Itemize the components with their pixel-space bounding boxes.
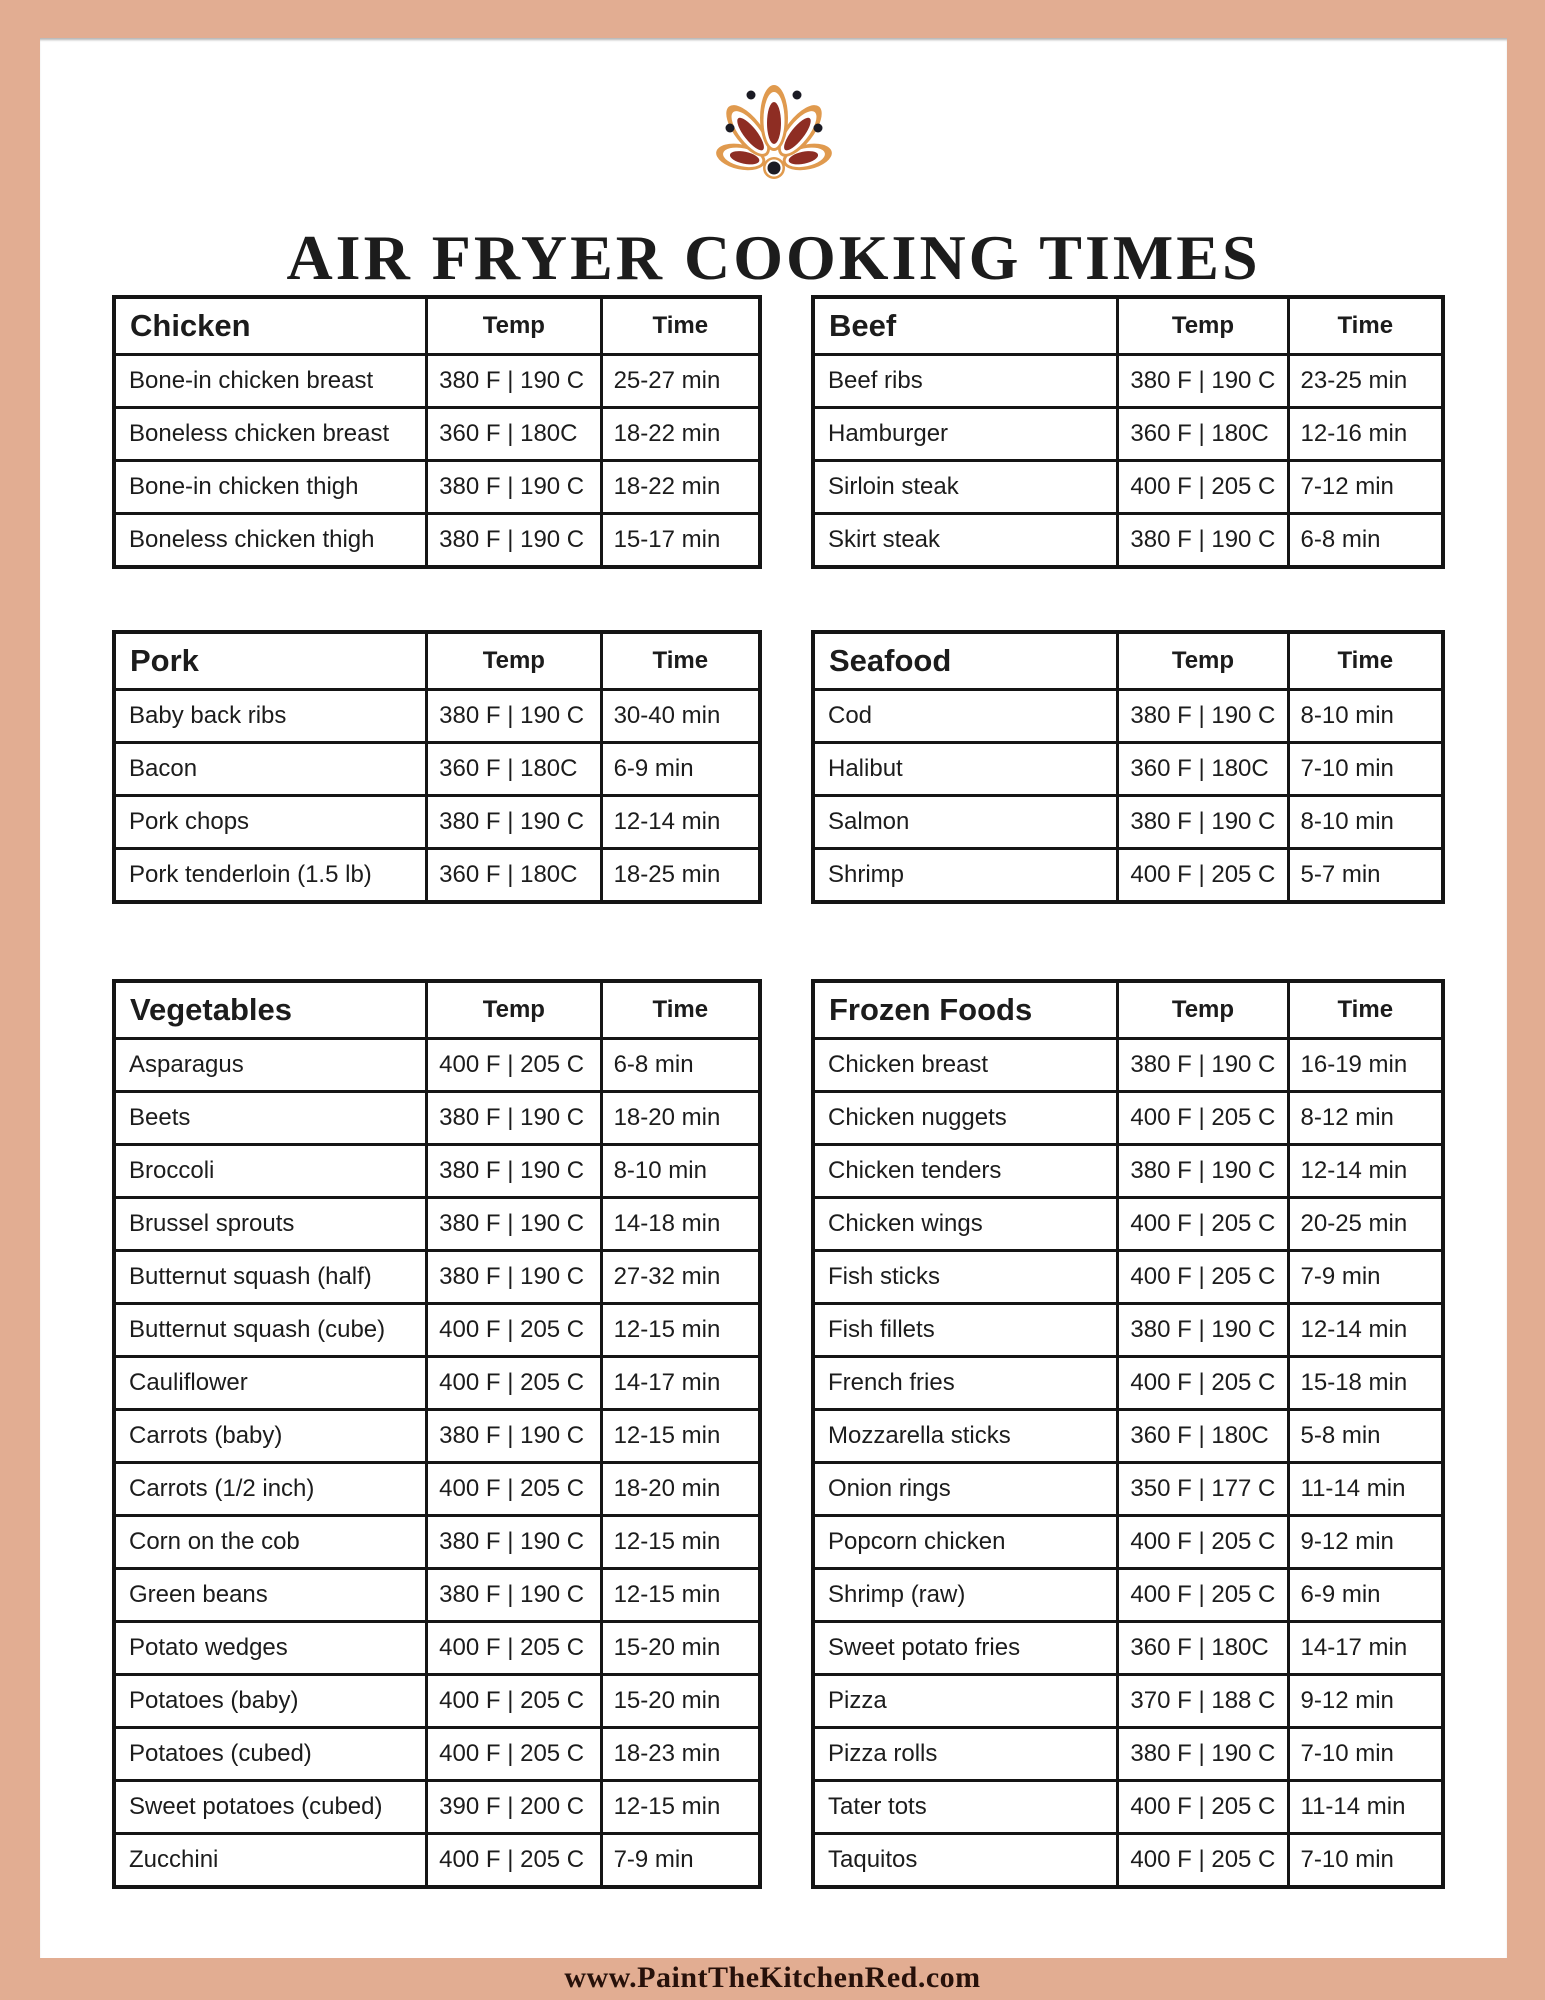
temp-cell: 400 F | 205 C — [427, 1834, 601, 1888]
temp-cell: 360 F | 180C — [1118, 408, 1288, 461]
food-item-cell: Pizza — [813, 1675, 1118, 1728]
time-cell: 18-20 min — [601, 1463, 760, 1516]
time-column-header: Time — [601, 981, 760, 1039]
table-row — [114, 1039, 760, 1092]
food-item-cell: Baby back ribs — [114, 690, 427, 743]
table-row — [114, 1304, 760, 1357]
time-cell: 12-15 min — [601, 1304, 760, 1357]
food-item-cell: Onion rings — [813, 1463, 1118, 1516]
footer-bar — [0, 1961, 1545, 1995]
table-row — [114, 1198, 760, 1251]
temp-cell: 400 F | 205 C — [427, 1675, 601, 1728]
cooking-table-vegetables — [112, 979, 762, 1889]
table-row — [813, 1569, 1443, 1622]
category-header: Pork — [114, 632, 427, 690]
food-item-cell: Pork tenderloin (1.5 lb) — [114, 849, 427, 903]
temp-cell: 380 F | 190 C — [1118, 1039, 1288, 1092]
table-row — [114, 1569, 760, 1622]
food-item-cell: Boneless chicken breast — [114, 408, 427, 461]
time-cell: 25-27 min — [601, 355, 760, 408]
time-cell: 7-10 min — [1288, 1834, 1443, 1888]
food-item-cell: Corn on the cob — [114, 1516, 427, 1569]
food-item-cell: Shrimp (raw) — [813, 1569, 1118, 1622]
food-item-cell: Green beans — [114, 1569, 427, 1622]
time-cell: 27-32 min — [601, 1251, 760, 1304]
temp-cell: 400 F | 205 C — [427, 1039, 601, 1092]
temp-cell: 400 F | 205 C — [1118, 1251, 1288, 1304]
table-row — [114, 1728, 760, 1781]
food-item-cell: Cauliflower — [114, 1357, 427, 1410]
temp-cell: 400 F | 205 C — [427, 1622, 601, 1675]
temp-cell: 360 F | 180C — [1118, 1622, 1288, 1675]
table-header-row — [114, 981, 760, 1039]
accent-dot — [813, 124, 822, 133]
table-row — [813, 1039, 1443, 1092]
time-cell: 15-20 min — [601, 1622, 760, 1675]
table-row — [813, 1728, 1443, 1781]
temp-cell: 400 F | 205 C — [427, 1728, 601, 1781]
time-cell: 7-9 min — [601, 1834, 760, 1888]
food-item-cell: Sweet potatoes (cubed) — [114, 1781, 427, 1834]
temp-cell: 400 F | 205 C — [427, 1357, 601, 1410]
temp-cell: 380 F | 190 C — [427, 690, 601, 743]
time-cell: 11-14 min — [1288, 1781, 1443, 1834]
temp-cell: 400 F | 205 C — [1118, 1092, 1288, 1145]
table-row — [813, 1410, 1443, 1463]
food-item-cell: Butternut squash (half) — [114, 1251, 427, 1304]
temp-cell: 400 F | 205 C — [1118, 1781, 1288, 1834]
table-row — [114, 743, 760, 796]
food-item-cell: Boneless chicken thigh — [114, 514, 427, 568]
time-cell: 9-12 min — [1288, 1516, 1443, 1569]
temp-cell: 380 F | 190 C — [427, 796, 601, 849]
temp-column-header: Temp — [427, 981, 601, 1039]
food-item-cell: Bacon — [114, 743, 427, 796]
temp-cell: 360 F | 180C — [427, 408, 601, 461]
table-header-row — [813, 632, 1443, 690]
table-row — [813, 1198, 1443, 1251]
time-cell: 8-10 min — [601, 1145, 760, 1198]
time-cell: 14-18 min — [601, 1198, 760, 1251]
food-item-cell: Taquitos — [813, 1834, 1118, 1888]
table-row — [114, 849, 760, 903]
time-cell: 7-10 min — [1288, 743, 1443, 796]
temp-cell: 380 F | 190 C — [427, 1198, 601, 1251]
footer-url: www.PaintTheKitchenRed.com — [564, 1961, 981, 1994]
temp-cell: 380 F | 190 C — [427, 1145, 601, 1198]
food-item-cell: Tater tots — [813, 1781, 1118, 1834]
table-row — [114, 1516, 760, 1569]
category-header: Beef — [813, 297, 1118, 355]
time-cell: 5-8 min — [1288, 1410, 1443, 1463]
food-item-cell: Potato wedges — [114, 1622, 427, 1675]
table-header-row — [813, 981, 1443, 1039]
temp-cell: 400 F | 205 C — [427, 1463, 601, 1516]
table-row — [813, 690, 1443, 743]
time-cell: 15-18 min — [1288, 1357, 1443, 1410]
table-row — [813, 1675, 1443, 1728]
food-item-cell: Bone-in chicken thigh — [114, 461, 427, 514]
food-item-cell: Potatoes (baby) — [114, 1675, 427, 1728]
food-item-cell: Fish sticks — [813, 1251, 1118, 1304]
table-row — [813, 743, 1443, 796]
tables-grid — [112, 295, 1445, 1889]
time-cell: 12-15 min — [601, 1410, 760, 1463]
time-cell: 18-25 min — [601, 849, 760, 903]
temp-cell: 380 F | 190 C — [427, 355, 601, 408]
category-header: Seafood — [813, 632, 1118, 690]
table-row — [813, 408, 1443, 461]
food-item-cell: Mozzarella sticks — [813, 1410, 1118, 1463]
table-row — [813, 461, 1443, 514]
food-item-cell: Bone-in chicken breast — [114, 355, 427, 408]
table-row — [813, 796, 1443, 849]
time-column-header: Time — [601, 297, 760, 355]
time-cell: 12-15 min — [601, 1781, 760, 1834]
table-row — [114, 1463, 760, 1516]
table-row — [114, 796, 760, 849]
time-cell: 6-9 min — [601, 743, 760, 796]
food-item-cell: Beef ribs — [813, 355, 1118, 408]
food-item-cell: Skirt steak — [813, 514, 1118, 568]
food-item-cell: Carrots (baby) — [114, 1410, 427, 1463]
food-item-cell: Asparagus — [114, 1039, 427, 1092]
temp-cell: 380 F | 190 C — [427, 461, 601, 514]
temp-cell: 360 F | 180C — [427, 743, 601, 796]
table-row — [813, 1781, 1443, 1834]
lotus-flower-icon — [704, 72, 844, 184]
cooking-table-pork — [112, 630, 762, 904]
time-cell: 18-20 min — [601, 1092, 760, 1145]
time-cell: 30-40 min — [601, 690, 760, 743]
temp-cell: 350 F | 177 C — [1118, 1463, 1288, 1516]
time-cell: 14-17 min — [1288, 1622, 1443, 1675]
accent-dot — [792, 91, 801, 100]
table-row — [114, 514, 760, 568]
table-row — [114, 1781, 760, 1834]
table-row — [813, 1251, 1443, 1304]
temp-cell: 380 F | 190 C — [1118, 690, 1288, 743]
time-cell: 12-14 min — [1288, 1145, 1443, 1198]
time-cell: 15-17 min — [601, 514, 760, 568]
table-row — [813, 514, 1443, 568]
food-item-cell: Pork chops — [114, 796, 427, 849]
time-cell: 8-12 min — [1288, 1092, 1443, 1145]
temp-cell: 380 F | 190 C — [1118, 796, 1288, 849]
food-item-cell: Sirloin steak — [813, 461, 1118, 514]
time-cell: 12-15 min — [601, 1516, 760, 1569]
time-column-header: Time — [1288, 632, 1443, 690]
temp-column-header: Temp — [427, 632, 601, 690]
table-row — [114, 1622, 760, 1675]
time-cell: 12-15 min — [601, 1569, 760, 1622]
time-cell: 9-12 min — [1288, 1675, 1443, 1728]
time-cell: 14-17 min — [601, 1357, 760, 1410]
food-item-cell: Halibut — [813, 743, 1118, 796]
page-title: AIR FRYER COOKING TIMES — [286, 221, 1261, 293]
time-cell: 18-22 min — [601, 461, 760, 514]
table-row — [813, 355, 1443, 408]
cooking-table-seafood — [811, 630, 1445, 904]
temp-cell: 400 F | 205 C — [1118, 1198, 1288, 1251]
accent-dot — [746, 91, 755, 100]
food-item-cell: Fish fillets — [813, 1304, 1118, 1357]
table-row — [813, 1516, 1443, 1569]
table-row — [813, 1622, 1443, 1675]
cooking-table-beef — [811, 295, 1445, 569]
food-item-cell: Potatoes (cubed) — [114, 1728, 427, 1781]
time-cell: 8-10 min — [1288, 690, 1443, 743]
table-row — [114, 461, 760, 514]
content-card — [40, 38, 1507, 1958]
temp-cell: 380 F | 190 C — [427, 1569, 601, 1622]
time-cell: 6-8 min — [1288, 514, 1443, 568]
table-row — [813, 1463, 1443, 1516]
cooking-table-chicken — [112, 295, 762, 569]
temp-cell: 380 F | 190 C — [1118, 1145, 1288, 1198]
temp-cell: 380 F | 190 C — [427, 1516, 601, 1569]
time-column-header: Time — [1288, 297, 1443, 355]
time-cell: 16-19 min — [1288, 1039, 1443, 1092]
temp-cell: 400 F | 205 C — [1118, 1834, 1288, 1888]
time-cell: 15-20 min — [601, 1675, 760, 1728]
table-row — [813, 849, 1443, 903]
time-cell: 6-9 min — [1288, 1569, 1443, 1622]
petal — [760, 85, 788, 151]
food-item-cell: Carrots (1/2 inch) — [114, 1463, 427, 1516]
food-item-cell: Pizza rolls — [813, 1728, 1118, 1781]
temp-cell: 380 F | 190 C — [427, 514, 601, 568]
food-item-cell: Chicken tenders — [813, 1145, 1118, 1198]
time-cell: 6-8 min — [601, 1039, 760, 1092]
temp-cell: 400 F | 205 C — [1118, 849, 1288, 903]
time-cell: 7-10 min — [1288, 1728, 1443, 1781]
table-row — [114, 1357, 760, 1410]
table-header-row — [813, 297, 1443, 355]
food-item-cell: French fries — [813, 1357, 1118, 1410]
category-header: Vegetables — [114, 981, 427, 1039]
time-cell: 5-7 min — [1288, 849, 1443, 903]
table-row — [813, 1357, 1443, 1410]
food-item-cell: Popcorn chicken — [813, 1516, 1118, 1569]
food-item-cell: Zucchini — [114, 1834, 427, 1888]
category-header: Chicken — [114, 297, 427, 355]
temp-cell: 400 F | 205 C — [1118, 461, 1288, 514]
time-cell: 12-14 min — [601, 796, 760, 849]
table-row — [114, 690, 760, 743]
accent-dot — [725, 124, 734, 133]
food-item-cell: Salmon — [813, 796, 1118, 849]
temp-cell: 380 F | 190 C — [1118, 1304, 1288, 1357]
time-cell: 7-12 min — [1288, 461, 1443, 514]
temp-cell: 390 F | 200 C — [427, 1781, 601, 1834]
temp-cell: 380 F | 190 C — [1118, 355, 1288, 408]
temp-cell: 380 F | 190 C — [427, 1251, 601, 1304]
table-row — [813, 1304, 1443, 1357]
temp-column-header: Temp — [1118, 632, 1288, 690]
temp-cell: 370 F | 188 C — [1118, 1675, 1288, 1728]
cooking-table-frozen-foods — [811, 979, 1445, 1889]
temp-column-header: Temp — [1118, 981, 1288, 1039]
food-item-cell: Beets — [114, 1092, 427, 1145]
table-row — [114, 355, 760, 408]
time-column-header: Time — [1288, 981, 1443, 1039]
temp-cell: 380 F | 190 C — [427, 1092, 601, 1145]
time-column-header: Time — [601, 632, 760, 690]
table-header-row — [114, 297, 760, 355]
temp-cell: 400 F | 205 C — [427, 1304, 601, 1357]
table-row — [813, 1145, 1443, 1198]
temp-cell: 400 F | 205 C — [1118, 1569, 1288, 1622]
food-item-cell: Chicken nuggets — [813, 1092, 1118, 1145]
temp-cell: 400 F | 205 C — [1118, 1516, 1288, 1569]
time-cell: 8-10 min — [1288, 796, 1443, 849]
temp-cell: 380 F | 190 C — [427, 1410, 601, 1463]
time-cell: 18-22 min — [601, 408, 760, 461]
time-cell: 11-14 min — [1288, 1463, 1443, 1516]
temp-column-header: Temp — [1118, 297, 1288, 355]
table-row — [114, 1410, 760, 1463]
table-row — [114, 408, 760, 461]
table-row — [114, 1834, 760, 1888]
food-item-cell: Shrimp — [813, 849, 1118, 903]
food-item-cell: Hamburger — [813, 408, 1118, 461]
food-item-cell: Broccoli — [114, 1145, 427, 1198]
table-row — [813, 1834, 1443, 1888]
time-cell: 20-25 min — [1288, 1198, 1443, 1251]
food-item-cell: Chicken wings — [813, 1198, 1118, 1251]
food-item-cell: Cod — [813, 690, 1118, 743]
table-row — [813, 1092, 1443, 1145]
temp-cell: 360 F | 180C — [1118, 1410, 1288, 1463]
table-header-row — [114, 632, 760, 690]
time-cell: 12-16 min — [1288, 408, 1443, 461]
time-cell: 7-9 min — [1288, 1251, 1443, 1304]
temp-cell: 360 F | 180C — [1118, 743, 1288, 796]
temp-cell: 400 F | 205 C — [1118, 1357, 1288, 1410]
food-item-cell: Butternut squash (cube) — [114, 1304, 427, 1357]
table-row — [114, 1145, 760, 1198]
table-row — [114, 1092, 760, 1145]
food-item-cell: Brussel sprouts — [114, 1198, 427, 1251]
food-item-cell: Sweet potato fries — [813, 1622, 1118, 1675]
table-row — [114, 1251, 760, 1304]
temp-cell: 380 F | 190 C — [1118, 1728, 1288, 1781]
time-cell: 23-25 min — [1288, 355, 1443, 408]
time-cell: 12-14 min — [1288, 1304, 1443, 1357]
food-item-cell: Chicken breast — [813, 1039, 1118, 1092]
time-cell: 18-23 min — [601, 1728, 760, 1781]
temp-cell: 360 F | 180C — [427, 849, 601, 903]
temp-cell: 380 F | 190 C — [1118, 514, 1288, 568]
table-row — [114, 1675, 760, 1728]
temp-column-header: Temp — [427, 297, 601, 355]
category-header: Frozen Foods — [813, 981, 1118, 1039]
